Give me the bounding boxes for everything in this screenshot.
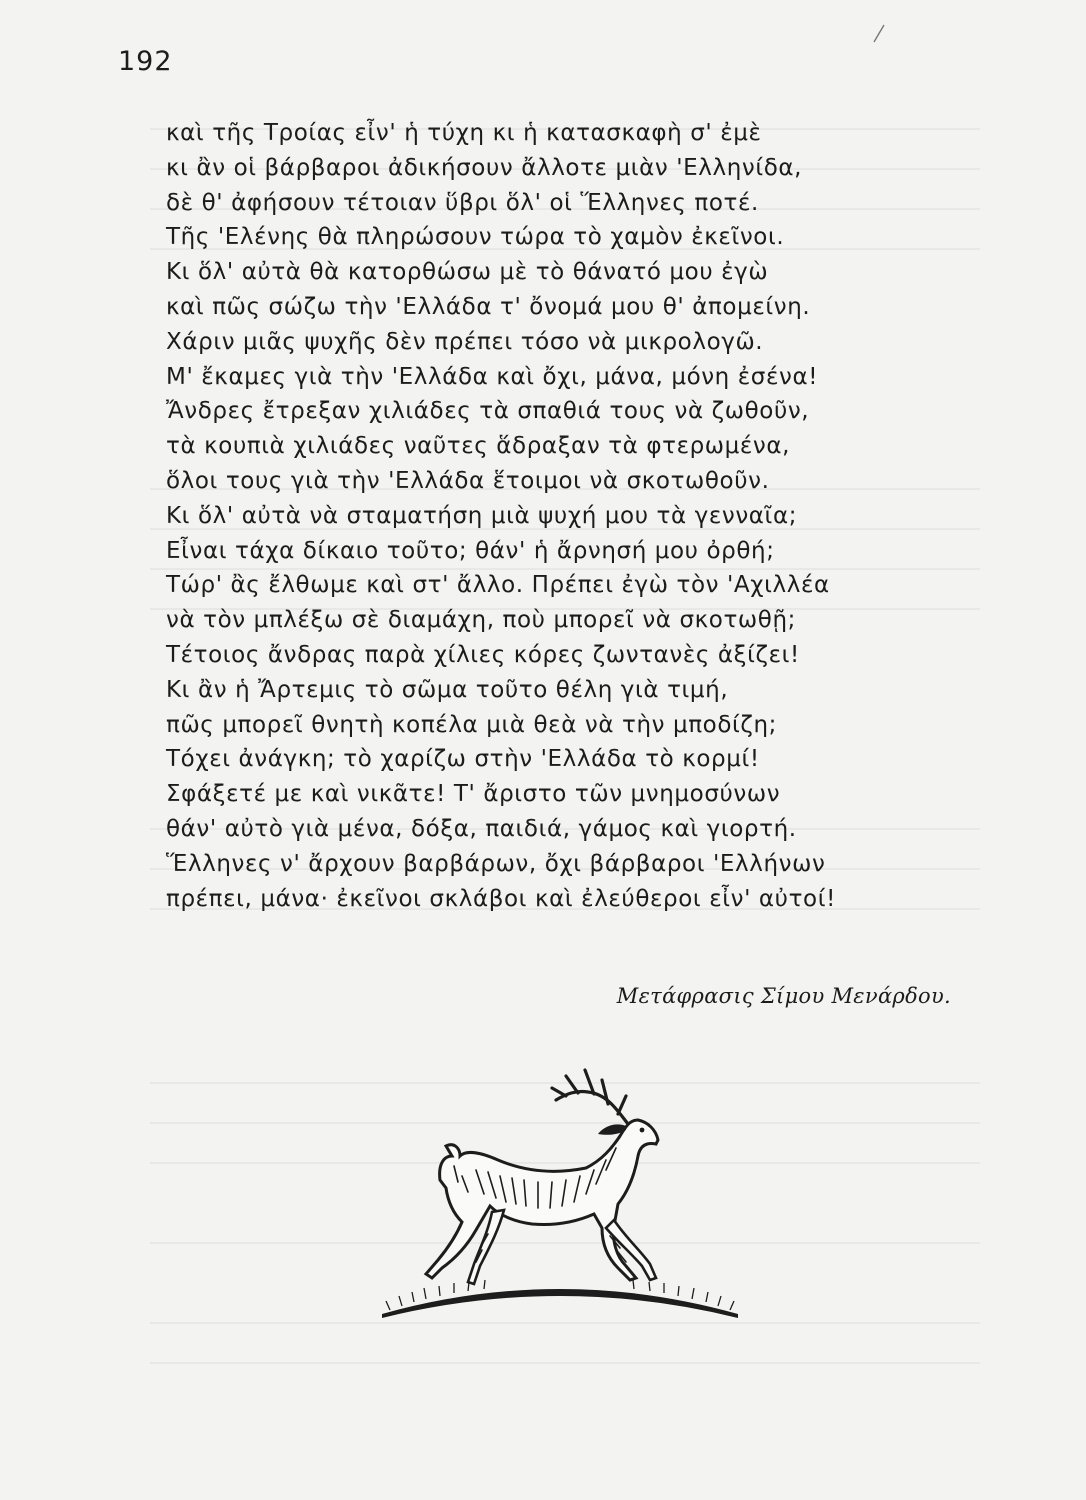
poem-line: Τέτοιος ἄνδρας παρὰ χίλιες κόρες ζωντανὲς ἀξίζει!: [166, 641, 800, 668]
poem-line: Τώρ' ἂς ἔλθωμε καὶ στ' ἄλλο. Πρέπει ἐγὼ τὸν 'Αχιλλέα: [166, 572, 830, 599]
poem-line: κι ἂν οἱ βάρβαροι ἀδικήσουν ἄλλοτε μιὰν 'Ελληνίδα,: [166, 154, 803, 181]
poem-line: πρέπει, μάνα· ἐκεῖνοι σκλάβοι καὶ ἐλεύθεροι εἶν' αὐτοί!: [166, 885, 836, 912]
poem-line: Ἕλληνες ν' ἄρχουν βαρβάρων, ὄχι βάρβαροι 'Ελλήνων: [166, 850, 826, 877]
poem-line: Μ' ἔκαμες γιὰ τὴν 'Ελλάδα καὶ ὄχι, μάνα, μόνη ἐσένα!: [166, 363, 819, 390]
poem-line: Σφάξετέ με καὶ νικᾶτε! Τ' ἄριστο τῶν μνημοσύνων: [166, 781, 781, 808]
poem-line: Ἄνδρες ἔτρεξαν χιλιάδες τὰ σπαθιά τους νὰ ζωθοῦν,: [166, 398, 810, 425]
poem-line: καὶ πῶς σώζω τὴν 'Ελλάδα τ' ὄνομά μου θ' ἀπομείνη.: [166, 293, 811, 320]
poem-line: νὰ τὸν μπλέξω σὲ διαμάχη, ποὺ μπορεῖ νὰ σκοτωθῇ;: [166, 607, 796, 634]
deer-vignette-icon: [380, 1052, 740, 1352]
poem-line: καὶ τῆς Τροίας εἶν' ἡ τύχη κι ἡ κατασκαφὴ σ' ἐμὲ: [166, 120, 762, 146]
poem-line: Χάριν μιᾶς ψυχῆς δὲν πρέπει τόσο νὰ μικρολογῶ.: [166, 328, 764, 355]
poem-line: θάν' αὐτὸ γιὰ μένα, δόξα, παιδιά, γάμος καὶ γιορτή.: [166, 815, 797, 842]
poem-line: Εἶναι τάχα δίκαιο τοῦτο; θάν' ἡ ἄρνησή μου ὀρθή;: [166, 537, 775, 564]
poem-line: Κι ὅλ' αὐτὰ νὰ σταματήση μιὰ ψυχή μου τὰ γενναῖα;: [166, 502, 798, 529]
pencil-mark-icon: [872, 24, 886, 44]
poem-line: δὲ θ' ἀφήσουν τέτοιαν ὕβρι ὅλ' οἱ Ἕλληνες ποτέ.: [166, 189, 759, 216]
poem-line: Τόχει ἀνάγκη; τὸ χαρίζω στὴν 'Ελλάδα τὸ κορμί!: [166, 746, 760, 773]
page-number: 192: [118, 46, 173, 77]
poem-line: Τῆς 'Ελένης θὰ πληρώσουν τώρα τὸ χαμὸν ἐκεῖνοι.: [166, 224, 785, 251]
poem-line: πῶς μπορεῖ θνητὴ κοπέλα μιὰ θεὰ νὰ τὴν μποδίζη;: [166, 711, 778, 738]
translator-attribution: Μετάφρασις Σίμου Μενάρδου.: [616, 984, 951, 1008]
poem-line: Κι ὅλ' αὐτὰ θὰ κατορθώσω μὲ τὸ θάνατό μου ἐγὼ: [166, 259, 769, 286]
poem-line: Κι ἂν ἡ Ἄρτεμις τὸ σῶμα τοῦτο θέλη γιὰ τιμή,: [166, 676, 729, 703]
poem-text: [166, 116, 966, 916]
poem-line: ὅλοι τους γιὰ τὴν 'Ελλάδα ἕτοιμοι νὰ σκοτωθοῦν.: [166, 467, 770, 494]
poem-line: τὰ κουπιὰ χιλιάδες ναῦτες ἅδραξαν τὰ φτερωμένα,: [166, 433, 791, 460]
